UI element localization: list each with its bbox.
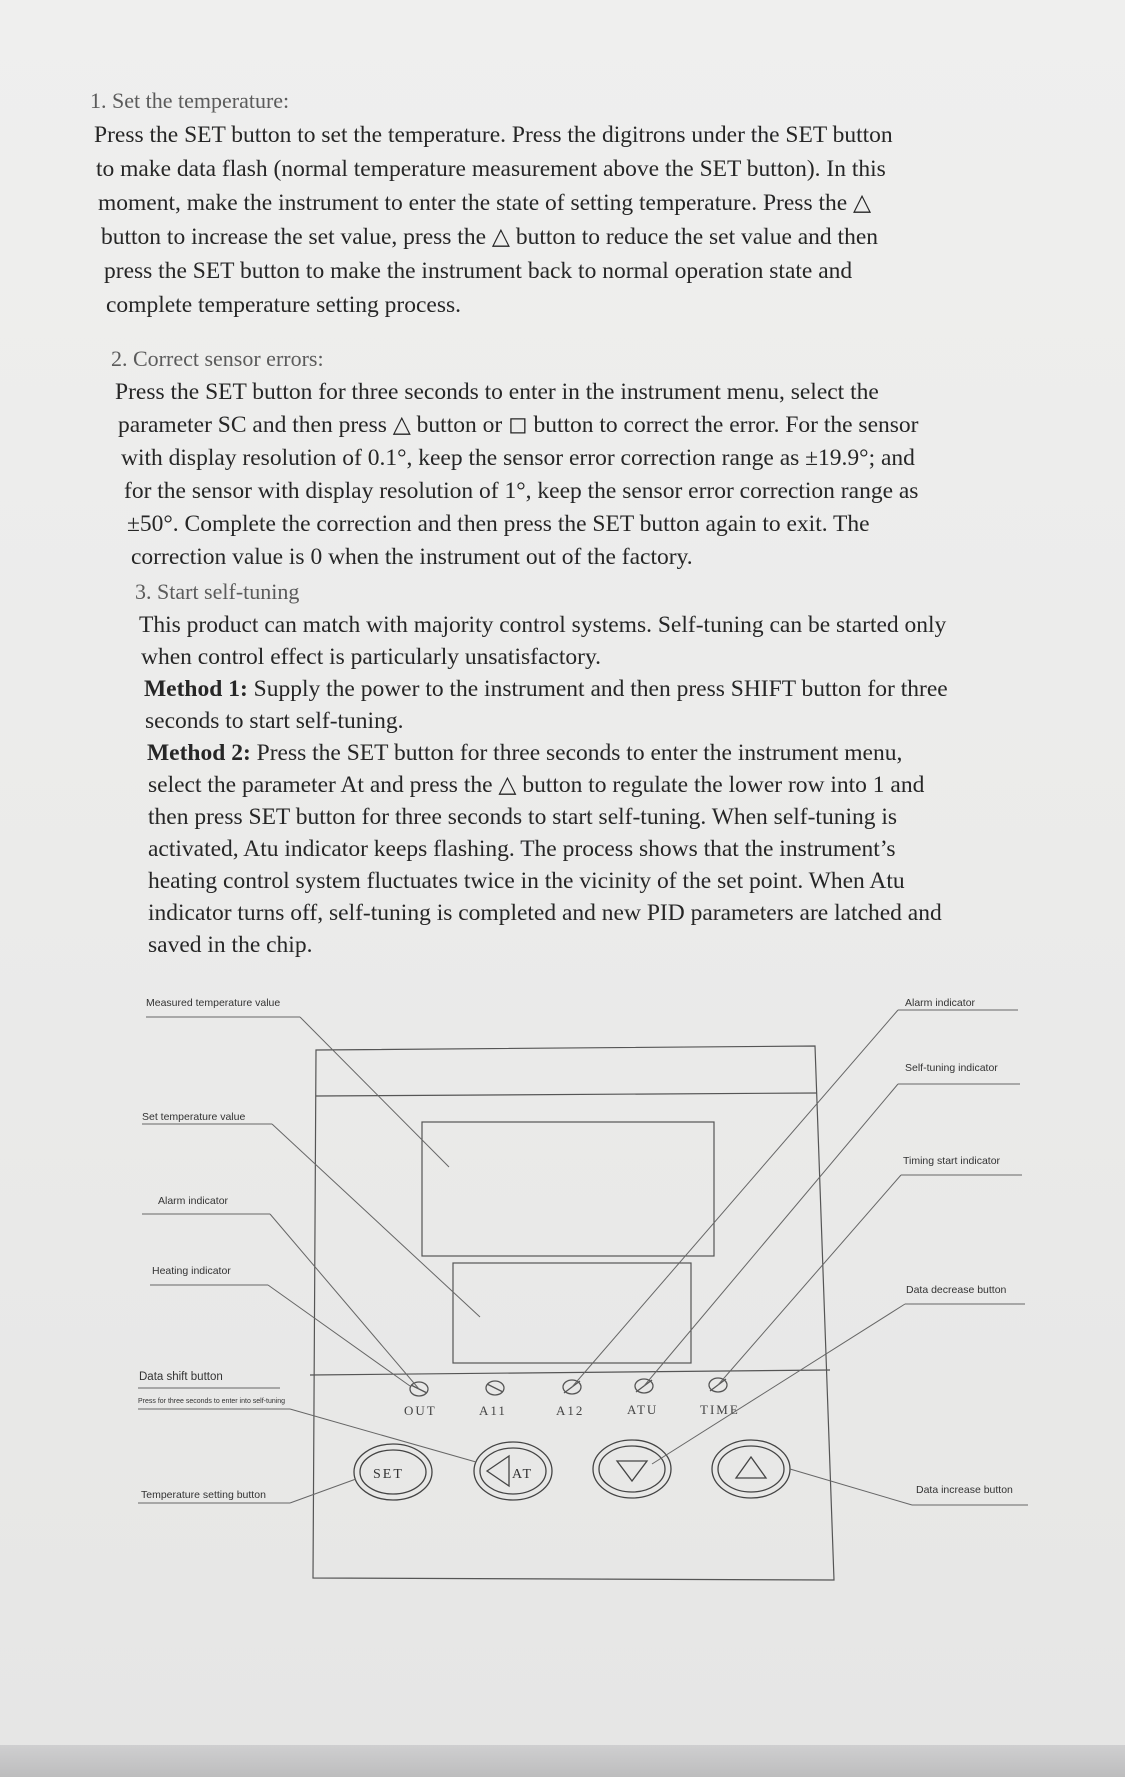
section2-line: parameter SC and then press △ button or ◻ button to correct the error. For the sensor (118, 412, 919, 438)
left-arrow-icon (487, 1456, 509, 1486)
increase-button[interactable] (712, 1440, 790, 1498)
section1-line: button to increase the set value, press the △ button to reduce the set value and then (101, 224, 879, 250)
label-set-temperature: Set temperature value (142, 1111, 246, 1123)
section1-heading: 1. Set the temperature: (90, 88, 290, 113)
method2-line: heating control system fluctuates twice in the vicinity of the set point. When Atu (148, 868, 905, 894)
section1-line: to make data flash (normal temperature measurement above the SET button). In this (96, 156, 886, 182)
down-triangle-icon (617, 1461, 647, 1481)
label-data-decrease: Data decrease button (906, 1284, 1007, 1296)
set-button-label: SET (373, 1467, 404, 1482)
section1-line: moment, make the instrument to enter the state of setting temperature. Press the △ (98, 190, 872, 216)
method2-line: then press SET button for three seconds to start self-tuning. When self-tuning is (148, 804, 898, 830)
label-data-increase: Data increase button (916, 1484, 1013, 1496)
method1-text: Supply the power to the instrument and then press SHIFT button for three (247, 676, 948, 702)
table-surface (0, 1745, 1125, 1777)
method1-line (144, 675, 948, 703)
led-a11-icon (486, 1381, 504, 1395)
section3-line: when control effect is particularly unsatisfactory. (141, 644, 602, 670)
label-measured-temperature: Measured temperature value (146, 997, 281, 1009)
label-shift-note: Press for three seconds to enter into self-tuning (138, 1398, 286, 1405)
section2-line: ±50°. Complete the correction and then press the SET button again to exit. The (127, 511, 870, 537)
method2-line (147, 739, 902, 767)
up-triangle-icon (736, 1457, 766, 1478)
indicator-time-label: TIME (700, 1402, 740, 1417)
section1-line: complete temperature setting process. (106, 292, 461, 318)
section3-line: This product can match with majority control systems. Self-tuning can be started only (139, 612, 947, 638)
at-button-label: AT (512, 1467, 534, 1482)
method2-text: Press the SET button for three seconds to enter the instrument menu, (250, 740, 903, 766)
section2-heading: 2. Correct sensor errors: (111, 346, 324, 371)
indicator-out-label: OUT (404, 1403, 437, 1418)
section2-line: correction value is 0 when the instrument out of the factory. (131, 544, 693, 570)
section1-line: press the SET button to make the instrument back to normal operation state and (104, 258, 853, 284)
label-data-shift: Data shift button (139, 1371, 223, 1383)
method2-line: saved in the chip. (148, 932, 313, 958)
indicator-a11-label: A11 (479, 1403, 507, 1418)
measured-display (422, 1122, 714, 1256)
method2-line: select the parameter At and press the △ button to regulate the lower row into 1 and (148, 772, 925, 798)
section3-heading: 3. Start self-tuning (135, 579, 300, 604)
label-timing-start: Timing start indicator (903, 1155, 1001, 1167)
method1-label: Method 1: (144, 676, 248, 702)
method2-line: indicator turns off, self-tuning is completed and new PID parameters are latched and (148, 900, 942, 926)
label-heating: Heating indicator (152, 1265, 231, 1277)
label-alarm-right: Alarm indicator (905, 997, 976, 1009)
decrease-button[interactable] (593, 1440, 671, 1498)
controller-diagram (0, 960, 1125, 1600)
section2-line: Press the SET button for three seconds to enter in the instrument menu, select the (115, 379, 879, 405)
label-temperature-setting: Temperature setting button (141, 1489, 266, 1501)
section1-line: Press the SET button to set the temperature. Press the digitrons under the SET button (94, 122, 893, 148)
section2-line: for the sensor with display resolution of 1°, keep the sensor error correction range as (124, 478, 919, 504)
method2-line: activated, Atu indicator keeps flashing. The process shows that the instrument’s (148, 836, 896, 862)
label-alarm-left: Alarm indicator (158, 1195, 229, 1207)
method2-label: Method 2: (147, 740, 251, 766)
label-self-tuning: Self-tuning indicator (905, 1062, 998, 1074)
method1-line: seconds to start self-tuning. (145, 708, 404, 734)
indicator-a12-label: A12 (556, 1403, 585, 1418)
set-display (453, 1263, 691, 1363)
section2-line: with display resolution of 0.1°, keep the sensor error correction range as ±19.9°; and (121, 445, 915, 471)
indicator-atu-label: ATU (627, 1402, 659, 1417)
